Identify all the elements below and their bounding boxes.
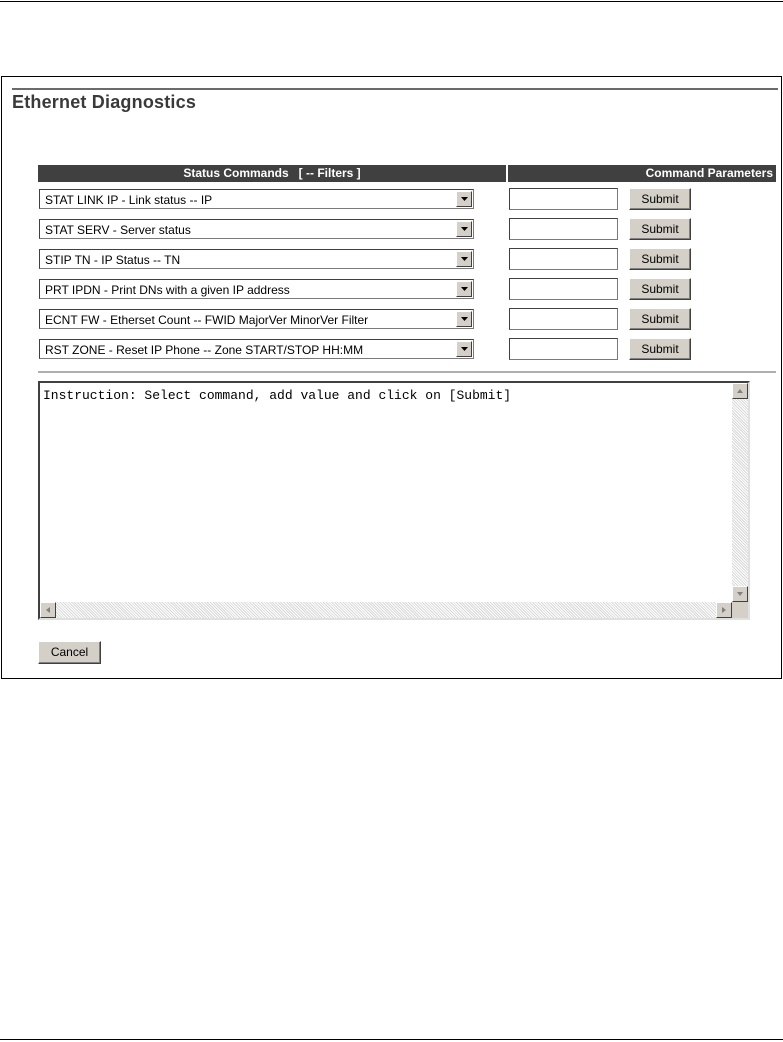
horizontal-scrollbar[interactable] (40, 602, 732, 618)
command-parameters-header-label: Command Parameters (645, 166, 773, 180)
command-select-value: STIP TN - IP Status -- TN (45, 253, 181, 267)
parameter-input-3[interactable] (509, 248, 618, 270)
vertical-scrollbar[interactable] (732, 383, 748, 602)
submit-button-3[interactable]: Submit (629, 248, 691, 270)
submit-button-4[interactable]: Submit (629, 278, 691, 300)
scrollbar-corner (732, 602, 748, 618)
chevron-down-icon[interactable] (456, 311, 472, 327)
command-select-5[interactable] (39, 309, 474, 329)
command-parameters-header (508, 165, 776, 182)
chevron-down-icon[interactable] (456, 281, 472, 297)
page-title: Ethernet Diagnostics (12, 92, 197, 112)
parameter-input-6[interactable] (509, 338, 618, 360)
status-commands-header (38, 165, 506, 182)
arrow-left-icon[interactable] (40, 602, 56, 618)
command-select-6[interactable] (39, 339, 474, 359)
command-select-value: ECNT FW - Etherset Count -- FWID MajorVer MinorVer Filter (45, 313, 369, 327)
cancel-button[interactable]: Cancel (38, 641, 101, 664)
chevron-down-icon[interactable] (456, 191, 472, 207)
arrow-up-icon[interactable] (732, 383, 748, 399)
parameter-input-4[interactable] (509, 278, 618, 300)
command-select-4[interactable] (39, 279, 474, 299)
arrow-right-icon[interactable] (716, 602, 732, 618)
output-text: Instruction: Select command, add value and click on [Submit] (43, 388, 512, 403)
submit-button-5[interactable]: Submit (629, 308, 691, 330)
submit-button-1[interactable]: Submit (629, 188, 691, 210)
submit-button-2[interactable]: Submit (629, 218, 691, 240)
chevron-down-icon[interactable] (456, 221, 472, 237)
status-commands-header-label: Status Commands [ -- Filters ] (183, 166, 361, 180)
parameter-input-1[interactable] (509, 188, 618, 210)
parameter-input-5[interactable] (509, 308, 618, 330)
chevron-down-icon[interactable] (456, 341, 472, 357)
submit-button-6[interactable]: Submit (629, 338, 691, 360)
bottom-page-rule (0, 1039, 783, 1040)
command-select-3[interactable] (39, 249, 474, 269)
ethernet-diagnostics-window (1, 76, 782, 679)
command-select-1[interactable] (39, 189, 474, 209)
parameter-input-2[interactable] (509, 218, 618, 240)
chevron-down-icon[interactable] (456, 251, 472, 267)
arrow-down-icon[interactable] (732, 586, 748, 602)
command-select-value: STAT SERV - Server status (45, 223, 191, 237)
section-divider (38, 371, 776, 373)
command-select-2[interactable] (39, 219, 474, 239)
title-rule (12, 88, 778, 90)
command-select-value: STAT LINK IP - Link status -- IP (45, 193, 213, 207)
command-select-value: PRT IPDN - Print DNs with a given IP address (45, 283, 290, 297)
output-textarea[interactable] (38, 381, 750, 620)
top-page-rule (0, 1, 783, 2)
command-select-value: RST ZONE - Reset IP Phone -- Zone START/STOP HH:MM (45, 343, 364, 357)
